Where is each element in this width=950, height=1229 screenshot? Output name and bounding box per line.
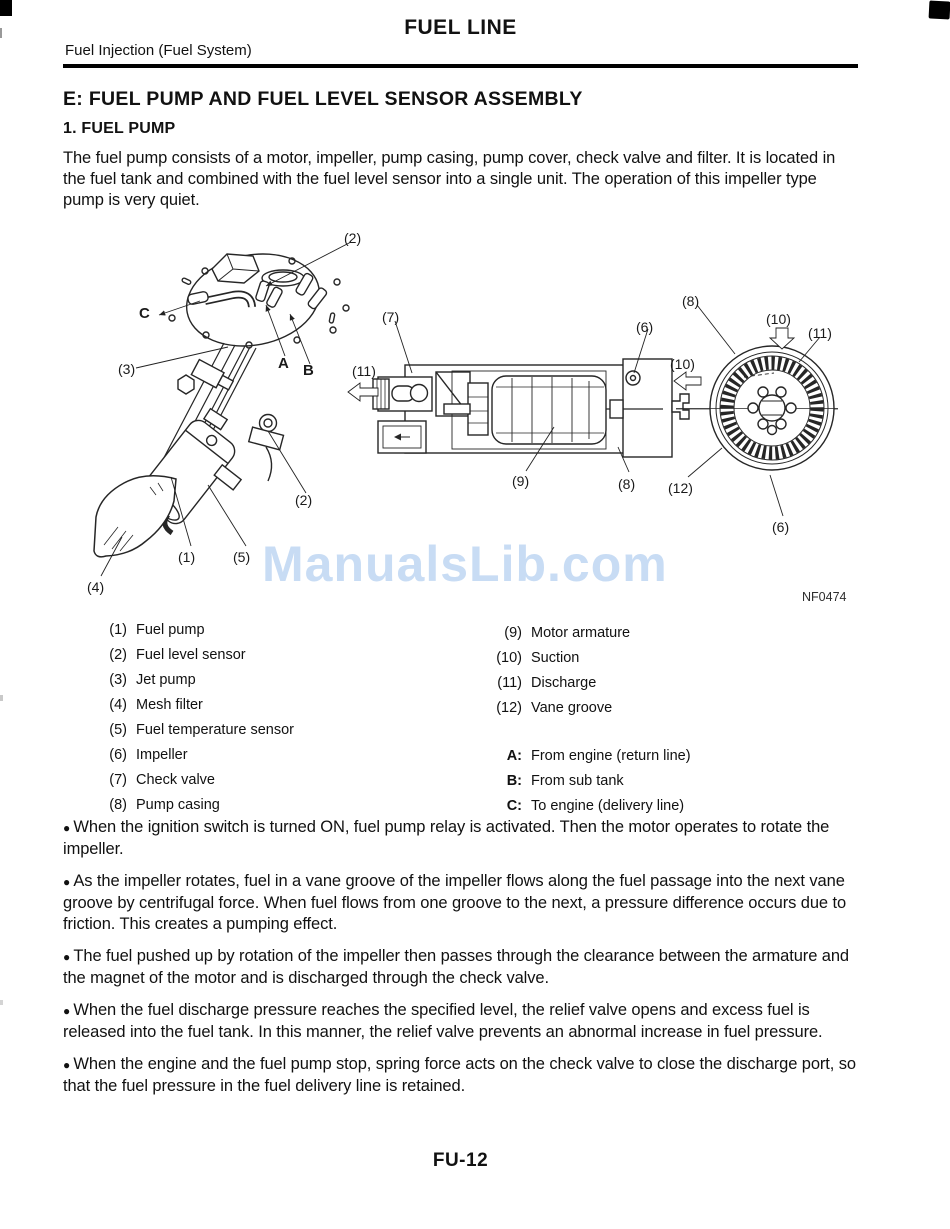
legend-item	[95, 767, 294, 792]
page-number: FU-12	[432, 1150, 489, 1171]
callout-label: (1)	[178, 549, 196, 565]
legend-column-right	[488, 620, 691, 818]
legend-label: Jet pump	[136, 671, 196, 688]
bullet-paragraph: ● When the engine and the fuel pump stop, spring force acts on the check valve to close the discharge port, so that the fuel pressure in the fuel delivery line is retained.	[63, 1054, 862, 1097]
legend-label: From engine (return line)	[531, 747, 691, 764]
legend-number: (6)	[109, 746, 127, 763]
callout-label: (8)	[682, 293, 700, 309]
legend-item	[95, 792, 294, 817]
legend-item	[488, 793, 691, 818]
bullet-paragraph: ● The fuel pushed up by rotation of the impeller then passes through the clearance between the armature and the magnet of the motor and is discharged through the check valve.	[63, 946, 862, 989]
legend-number: (3)	[109, 671, 127, 688]
legend-item	[488, 743, 691, 768]
legend-label: Discharge	[531, 674, 597, 691]
scan-mark-top-right	[929, 0, 950, 19]
legend-label: Vane groove	[531, 699, 613, 716]
section-heading: E: FUEL PUMP AND FUEL LEVEL SENSOR ASSEMBLY	[63, 88, 583, 110]
impeller-end-view-diagram	[676, 346, 838, 470]
scan-mark-left-streak	[0, 28, 2, 38]
pump-cross-section-diagram	[373, 359, 689, 457]
breadcrumb-subtitle: Fuel Injection (Fuel System)	[65, 42, 252, 59]
legend-label: Fuel temperature sensor	[136, 721, 294, 738]
callout-label: (5)	[233, 549, 251, 565]
callout-label: (3)	[118, 361, 136, 377]
legend-label: Suction	[531, 649, 580, 666]
scan-mark-top-left	[0, 0, 12, 16]
body-bullet-list	[63, 817, 862, 1108]
figure-reference-code: NF0474	[802, 590, 847, 604]
legend-letter: B:	[506, 772, 522, 789]
intro-paragraph: The fuel pump consists of a motor, impeller, pump casing, pump cover, check valve and filter. It is located in the fuel tank and combined with the fuel level sensor into a single unit. The operation of this impeller type pump is very quiet.	[63, 149, 836, 209]
callout-label: (11)	[808, 325, 832, 341]
legend-label: Fuel level sensor	[136, 646, 246, 663]
legend-item	[488, 695, 691, 720]
callout-label: (2)	[295, 492, 313, 508]
legend-number: (2)	[109, 646, 127, 663]
legend-label: Check valve	[136, 771, 215, 788]
manualslib-watermark: ManualsLib.com	[262, 536, 668, 592]
legend-label: Pump casing	[136, 796, 220, 813]
bullet-paragraph: ● When the ignition switch is turned ON, fuel pump relay is activated. Then the motor operates to rotate the impeller.	[63, 817, 862, 860]
legend-item	[95, 742, 294, 767]
legend-item	[488, 620, 691, 645]
legend-number: (4)	[109, 696, 127, 713]
legend-column-left	[95, 617, 294, 817]
bullet-paragraph: ● When the fuel discharge pressure reaches the specified level, the relief valve opens and excess fuel is released into the fuel tank. In this manner, the relief valve prevents an abnormal increase in fuel pressure.	[63, 1000, 862, 1043]
header-rule	[63, 64, 858, 68]
callout-label: C	[139, 305, 150, 322]
subsection-heading: 1. FUEL PUMP	[63, 120, 176, 137]
callout-label: (6)	[772, 519, 790, 535]
legend-letter: A:	[506, 747, 522, 764]
legend-item	[95, 642, 294, 667]
legend-label: Mesh filter	[136, 696, 203, 713]
callout-label: (7)	[382, 309, 400, 325]
fuel-pump-assembly-diagram	[94, 243, 349, 557]
callout-label: B	[303, 362, 314, 379]
callout-label: (12)	[668, 480, 693, 496]
callout-label: (4)	[87, 579, 105, 595]
legend-number: (10)	[496, 649, 522, 666]
suction-flow-arrow-left	[674, 372, 701, 390]
legend-label: Fuel pump	[136, 621, 205, 638]
legend-label: From sub tank	[531, 772, 624, 789]
legend-number: (9)	[504, 624, 522, 641]
legend-number: (7)	[109, 771, 127, 788]
legend-number: (12)	[496, 699, 522, 716]
legend-letter: C:	[506, 797, 522, 814]
bullet-paragraph: ● As the impeller rotates, fuel in a vane groove of the impeller flows along the fuel passage into the next vane groove by centrifugal force. When fuel flows from one groove to the next, a pressure difference occurs due to friction. This creates a pumping effect.	[63, 871, 862, 935]
fuel-pump-figure	[0, 225, 950, 620]
legend-item	[95, 717, 294, 742]
legend-number: (8)	[109, 796, 127, 813]
legend-item	[95, 692, 294, 717]
callout-label: (10)	[766, 311, 791, 327]
callout-label: (8)	[618, 476, 636, 492]
callout-label: (11)	[352, 363, 376, 379]
callout-label: (6)	[636, 319, 654, 335]
legend-number: (5)	[109, 721, 127, 738]
legend-spacer	[488, 720, 691, 743]
callout-label: A	[278, 355, 289, 372]
legend-item	[95, 667, 294, 692]
legend-label: Motor armature	[531, 624, 631, 641]
legend-number: (11)	[497, 674, 522, 691]
legend-item	[95, 617, 294, 642]
callout-label: (2)	[344, 230, 362, 246]
page-title: FUEL LINE	[404, 16, 517, 39]
legend-item	[488, 768, 691, 793]
legend-number: (1)	[109, 621, 127, 638]
callout-label: (9)	[512, 473, 530, 489]
scan-mark-edge	[0, 1000, 3, 1005]
legend-label: Impeller	[136, 746, 188, 763]
legend-label: To engine (delivery line)	[531, 797, 685, 814]
scan-mark-edge	[0, 695, 3, 701]
legend-item	[488, 645, 691, 670]
callout-label: (10)	[670, 356, 695, 372]
legend-item	[488, 670, 691, 695]
